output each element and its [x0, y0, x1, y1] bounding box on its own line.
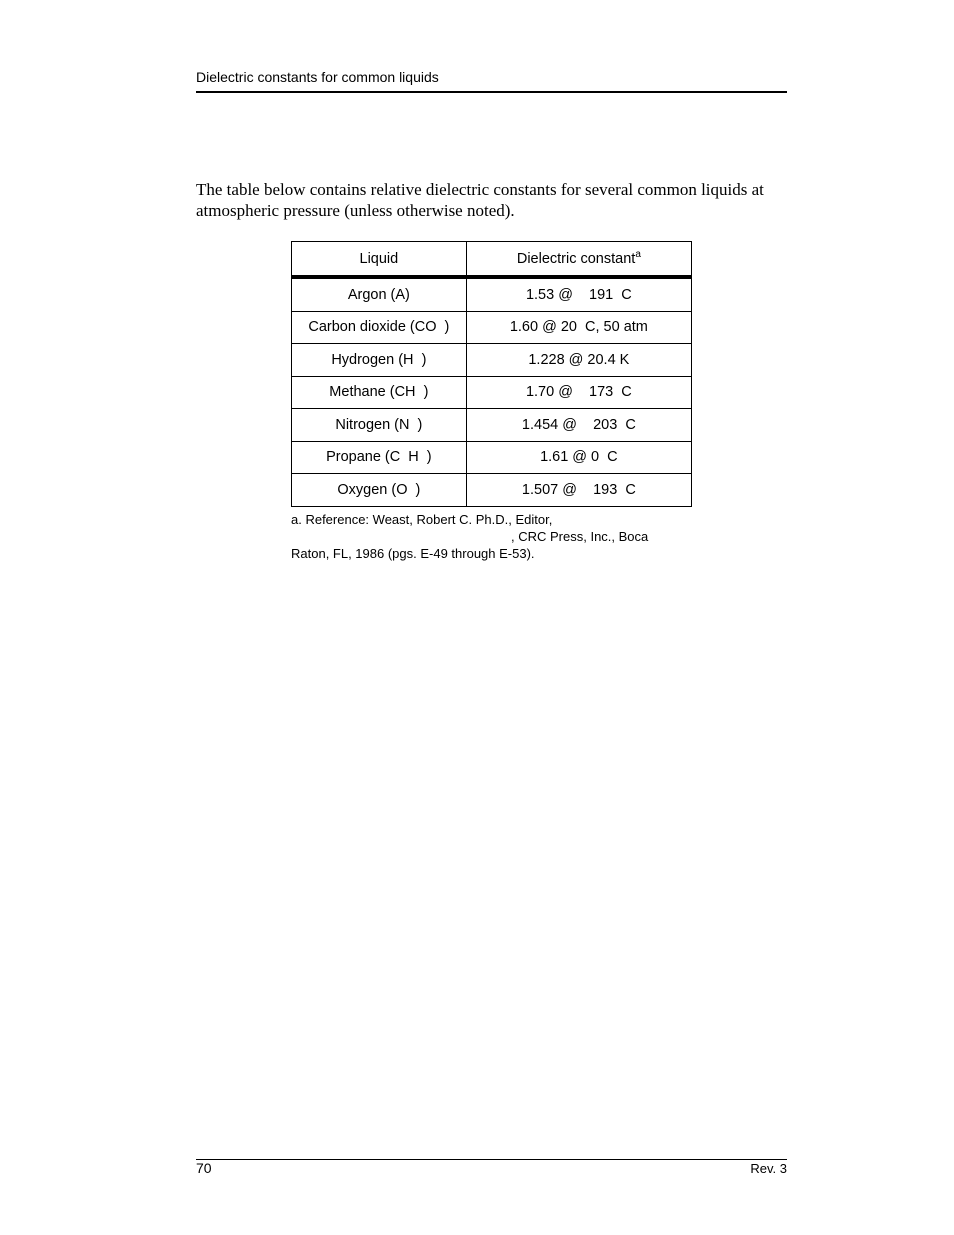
intro-paragraph: The table below contains relative dielectric constants for several common liquids at atmospheric pressure (unless otherwise noted).: [196, 180, 764, 220]
value-cell: 1.507 @ 193 C: [466, 474, 691, 507]
table-header-row: [292, 242, 692, 278]
value-cell: 1.70 @ 173 C: [466, 376, 691, 409]
liquid-cell: Nitrogen (N ): [292, 409, 467, 442]
value-cell: 1.454 @ 203 C: [466, 409, 691, 442]
footnote-line-1: a. Reference: Weast, Robert C. Ph.D., Editor,: [291, 512, 553, 527]
liquid-cell: Oxygen (O ): [292, 474, 467, 507]
liquid-cell: Carbon dioxide (CO ): [292, 311, 467, 344]
footnote-line-2: , CRC Press, Inc., Boca: [511, 529, 649, 544]
column-header-constant-label: Dielectric constant: [516, 250, 636, 267]
liquid-cell: Argon (A): [292, 277, 467, 311]
table-row: [292, 441, 692, 474]
value-cell: 1.60 @ 20 C, 50 atm: [466, 311, 691, 344]
column-header-constant: [466, 242, 691, 278]
table-row: [292, 344, 692, 377]
table-footnote: [291, 511, 671, 562]
header-rule: [196, 91, 787, 93]
table-row: [292, 311, 692, 344]
table-row: [292, 409, 692, 442]
liquid-cell: Methane (CH ): [292, 376, 467, 409]
footnote-mark: a: [635, 248, 641, 260]
table-row: [292, 277, 692, 311]
table-row: [292, 376, 692, 409]
dielectric-table: [291, 241, 692, 507]
running-header: Dielectric constants for common liquids: [196, 69, 439, 85]
value-cell: 1.53 @ 191 C: [466, 277, 691, 311]
table-row: [292, 474, 692, 507]
page-number: 70: [196, 1160, 212, 1176]
footer-rule: [196, 1159, 787, 1160]
footnote-line-3: Raton, FL, 1986 (pgs. E-49 through E-53).: [291, 546, 535, 561]
liquid-cell: Propane (C H ): [292, 441, 467, 474]
column-header-liquid: Liquid: [292, 242, 467, 278]
value-cell: 1.228 @ 20.4 K: [466, 344, 691, 377]
liquid-cell: Hydrogen (H ): [292, 344, 467, 377]
value-cell: 1.61 @ 0 C: [466, 441, 691, 474]
revision-label: Rev. 3: [750, 1161, 787, 1176]
